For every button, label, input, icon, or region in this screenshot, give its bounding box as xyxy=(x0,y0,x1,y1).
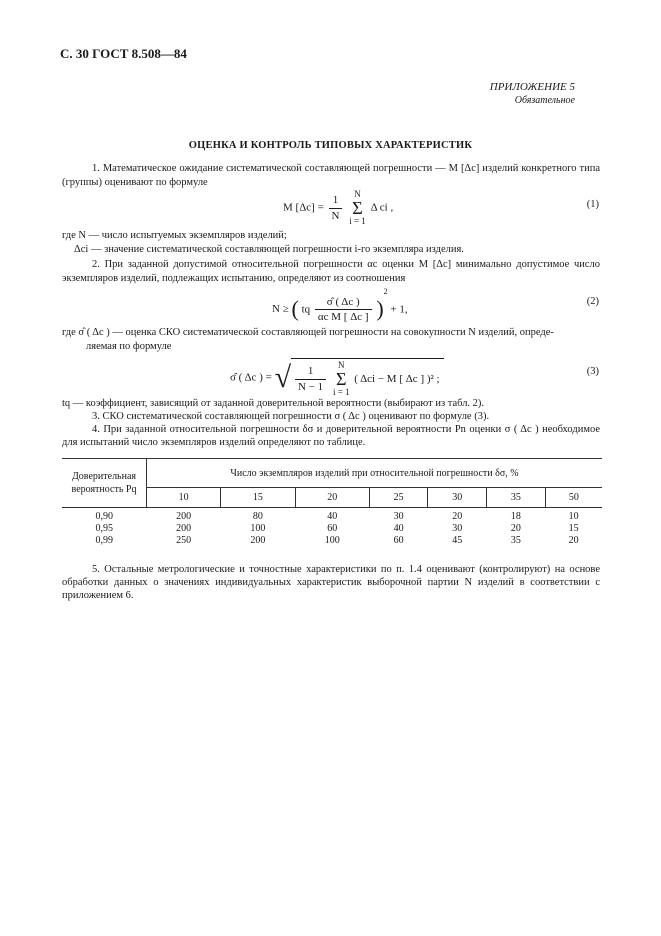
sqrt-icon: √ xyxy=(274,360,292,394)
table-cell: 60 xyxy=(393,535,404,546)
formula-3-lhs: σ̂ ( Δc ) = xyxy=(230,371,272,384)
table-col-header: 20 xyxy=(295,488,369,508)
formula-2-coef: tq xyxy=(301,303,311,316)
sample-size-table xyxy=(62,458,602,547)
where-2-line-1: где σ̂ ( Δc ) — оценка СКО систематической составляющей погрешности на совокупности N изделий, опреде- xyxy=(62,327,554,338)
section-title: ОЦЕНКА И КОНТРОЛЬ ТИПОВЫХ ХАРАКТЕРИСТИК xyxy=(188,140,473,151)
table-col-header: 30 xyxy=(428,488,487,508)
table-col-header: 50 xyxy=(545,488,602,508)
table-cell: 20 xyxy=(568,535,579,546)
sum-symbol-icon: N Σ i = 1 xyxy=(332,360,350,397)
sum-symbol-icon: N Σ i = 1 xyxy=(349,189,366,226)
table-cell: 250 xyxy=(176,535,192,546)
formula-3-denominator: N − 1 xyxy=(298,380,324,393)
table-col-header: 10 xyxy=(147,488,221,508)
table-cell: 200 xyxy=(176,511,192,522)
table-row xyxy=(62,523,602,535)
formula-1-numerator: 1 xyxy=(329,193,343,208)
table-cell: 100 xyxy=(324,535,340,546)
formula-2-denominator: αc M [ Δc ] xyxy=(317,310,369,323)
table-cell: 80 xyxy=(252,511,263,522)
table-cell: 45 xyxy=(452,535,463,546)
appendix-title: ПРИЛОЖЕНИЕ 5 xyxy=(489,81,575,93)
paragraph-2: 2. При заданной допустимой относительной погрешности αc оценки M [Δc] минимально допустимое число экземпляров изделий, подлежащих испытанию, определяют из соотношения xyxy=(62,259,600,284)
table-cell: 20 xyxy=(510,523,521,534)
formula-2-number: (2) xyxy=(586,296,599,307)
appendix-status: Обязательное xyxy=(514,95,575,107)
formula-2: N ≥ ( tq $\frac{\sigmâ ( \Delta c )}{\text{αc M [ Δc ]}}$ )$^2$ + 1, xyxy=(272,287,408,323)
list-line-1: tq — коэффициент, зависящий от заданной доверительной вероятности (выбирают из табл. 2). xyxy=(62,398,485,409)
where-block-2 xyxy=(62,326,600,353)
formula-2-power: 2 xyxy=(383,287,388,296)
table-col-header: 15 xyxy=(221,488,295,508)
table-cell: 30 xyxy=(393,511,404,522)
table-col-header: 25 xyxy=(369,488,428,508)
where-1-line-2: Δci — значение систематической составляющей погрешности i-го экземпляра изделия. xyxy=(74,243,464,255)
formula-1-lhs: M [Δc] = xyxy=(283,201,324,214)
formula-1-number: (1) xyxy=(586,199,599,210)
table-cell: 20 xyxy=(452,511,463,522)
formula-2-numerator: σ̂ ( Δc ) xyxy=(315,295,372,310)
table-cell: 200 xyxy=(250,535,266,546)
table-cell: 15 xyxy=(568,523,579,534)
formula-1-denominator: N xyxy=(331,209,340,222)
where-1-line-1: где N — число испытуемых экземпляров изделий; xyxy=(62,230,287,241)
appendix-label xyxy=(490,80,575,107)
table-cell: 30 xyxy=(452,523,463,534)
table-cell: 40 xyxy=(327,511,338,522)
list-line-2: 3. СКО систематической составляющей погрешности σ ( Δc ) оценивают по формуле (3). xyxy=(92,411,490,422)
formula-1-fraction xyxy=(329,193,343,223)
sum-bottom: i = 1 xyxy=(349,216,366,226)
table-row xyxy=(62,508,602,524)
table-group-header: Число экземпляров изделий при относительной погрешности δσ, % xyxy=(147,459,603,488)
sum-bottom: i = 1 xyxy=(332,387,350,397)
table-cell: 200 xyxy=(176,523,192,534)
paragraph-1: 1. Математическое ожидание систематической составляющей погрешности — M [Δc] изделий конкретного типа (группы) оценивают по формуле xyxy=(62,163,600,188)
where-2-line-2: ляемая по формуле xyxy=(86,340,172,352)
table-row xyxy=(62,535,602,547)
formula-3-fraction xyxy=(295,364,326,394)
table-cell: 0,95 xyxy=(95,523,113,534)
formula-1-term: Δ ci , xyxy=(370,201,394,214)
table-cell: 0,99 xyxy=(95,535,113,546)
list-line-3: 4. При заданной относительной погрешности δσ и доверительной вероятности Pn оценки σ ( Δc ) необходимое для испытаний число экземпляров изделий определяют по таблице. xyxy=(62,424,600,448)
table-col-header: 35 xyxy=(487,488,546,508)
paragraph-5: 5. Остальные метрологические и точностные характеристики по п. 1.4 оценивают (контролируют) на основе обработки данных о значениях индивидуальных характеристик выборочной партии N изделий в соответствии с приложением 6. xyxy=(62,564,600,601)
table-cell: 0,90 xyxy=(95,511,113,522)
formula-1 xyxy=(283,190,393,226)
table-cell: 10 xyxy=(568,511,579,522)
list-block xyxy=(62,397,600,449)
table-cell: 40 xyxy=(393,523,404,534)
sum-top: N xyxy=(337,360,345,370)
formula-2-lhs: N ≥ xyxy=(272,303,289,315)
table-cell: 18 xyxy=(510,511,521,522)
formula-3-term: ( Δci − M [ Δc ] )² ; xyxy=(354,372,440,385)
sum-top: N xyxy=(354,189,361,199)
table-cell: 100 xyxy=(250,523,266,534)
table-row-header: Доверительная вероятность Pq xyxy=(62,459,147,508)
formula-3 xyxy=(230,358,444,397)
formula-2-tail: + 1, xyxy=(390,303,408,316)
formula-3-numerator: 1 xyxy=(295,364,326,379)
formula-3-number: (3) xyxy=(586,366,599,377)
page-header: С. 30 ГОСТ 8.508—84 xyxy=(60,46,187,61)
table-cell: 35 xyxy=(510,535,521,546)
where-block-1 xyxy=(62,229,600,256)
formula-2-fraction xyxy=(315,295,372,325)
table-cell: 60 xyxy=(327,523,338,534)
